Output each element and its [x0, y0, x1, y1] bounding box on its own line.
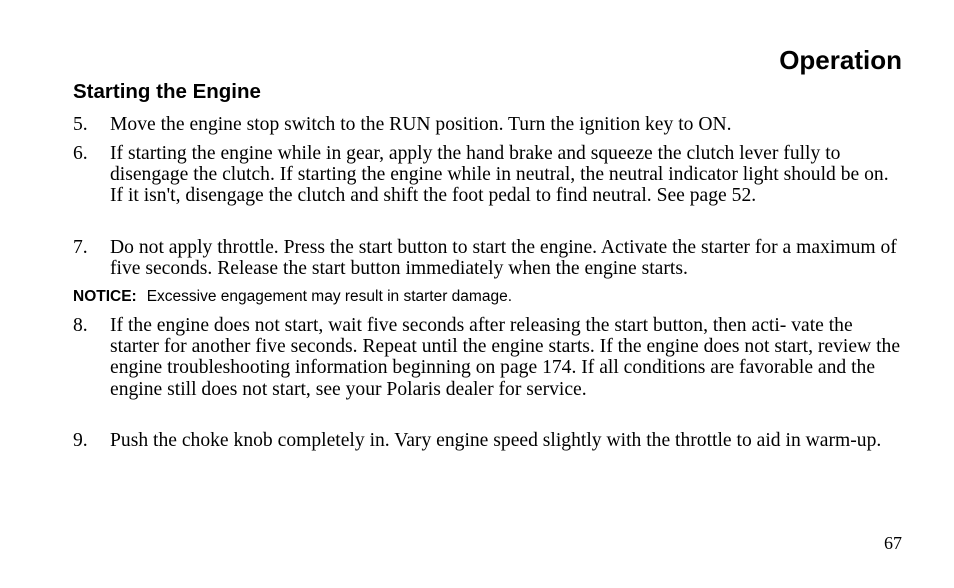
notice-label: NOTICE:: [73, 288, 137, 305]
step-text: Push the choke knob completely in. Vary engine speed slightly with the throttle to aid in warm-up.: [110, 430, 882, 451]
notice-text: Excessive engagement may result in starter damage.: [146, 288, 513, 305]
step-text: Move the engine stop switch to the RUN position. Turn the ignition key to ON.: [110, 114, 732, 135]
step-9: [73, 430, 901, 451]
step-7: [73, 237, 901, 279]
step-number: 8.: [73, 315, 88, 336]
step-number: 6.: [73, 143, 88, 164]
notice: [73, 287, 512, 307]
section-title: Operation: [779, 45, 902, 75]
step-number: 5.: [73, 114, 88, 135]
step-text: If starting the engine while in gear, apply the hand brake and squeeze the clutch lever fully to disengage the clutch. If starting the engine while in neutral, the neutral indicator light should be on. If it isn't, disengage the clutch and shift the foot pedal to find neutral. See page 52.: [110, 143, 889, 207]
step-6: [73, 143, 901, 207]
step-8: [73, 315, 901, 400]
page-number: 67: [884, 533, 902, 553]
step-text: Do not apply throttle. Press the start button to start the engine. Activate the starter for a maximum of five seconds. Release the start button immediately when the engine starts.: [110, 237, 897, 280]
sub-heading: Starting the Engine: [73, 80, 261, 103]
step-number: 9.: [73, 430, 88, 451]
step-text: If the engine does not start, wait five seconds after releasing the start button, then acti- vate the starter for another five seconds. Repeat until the engine starts. If the engine does not start, review the engine troubleshooting information beginning on page 174. If all conditions are favorable and the engine still does not start, see your Polaris dealer for service.: [110, 315, 901, 400]
step-number: 7.: [73, 237, 88, 258]
step-5: [73, 114, 901, 135]
